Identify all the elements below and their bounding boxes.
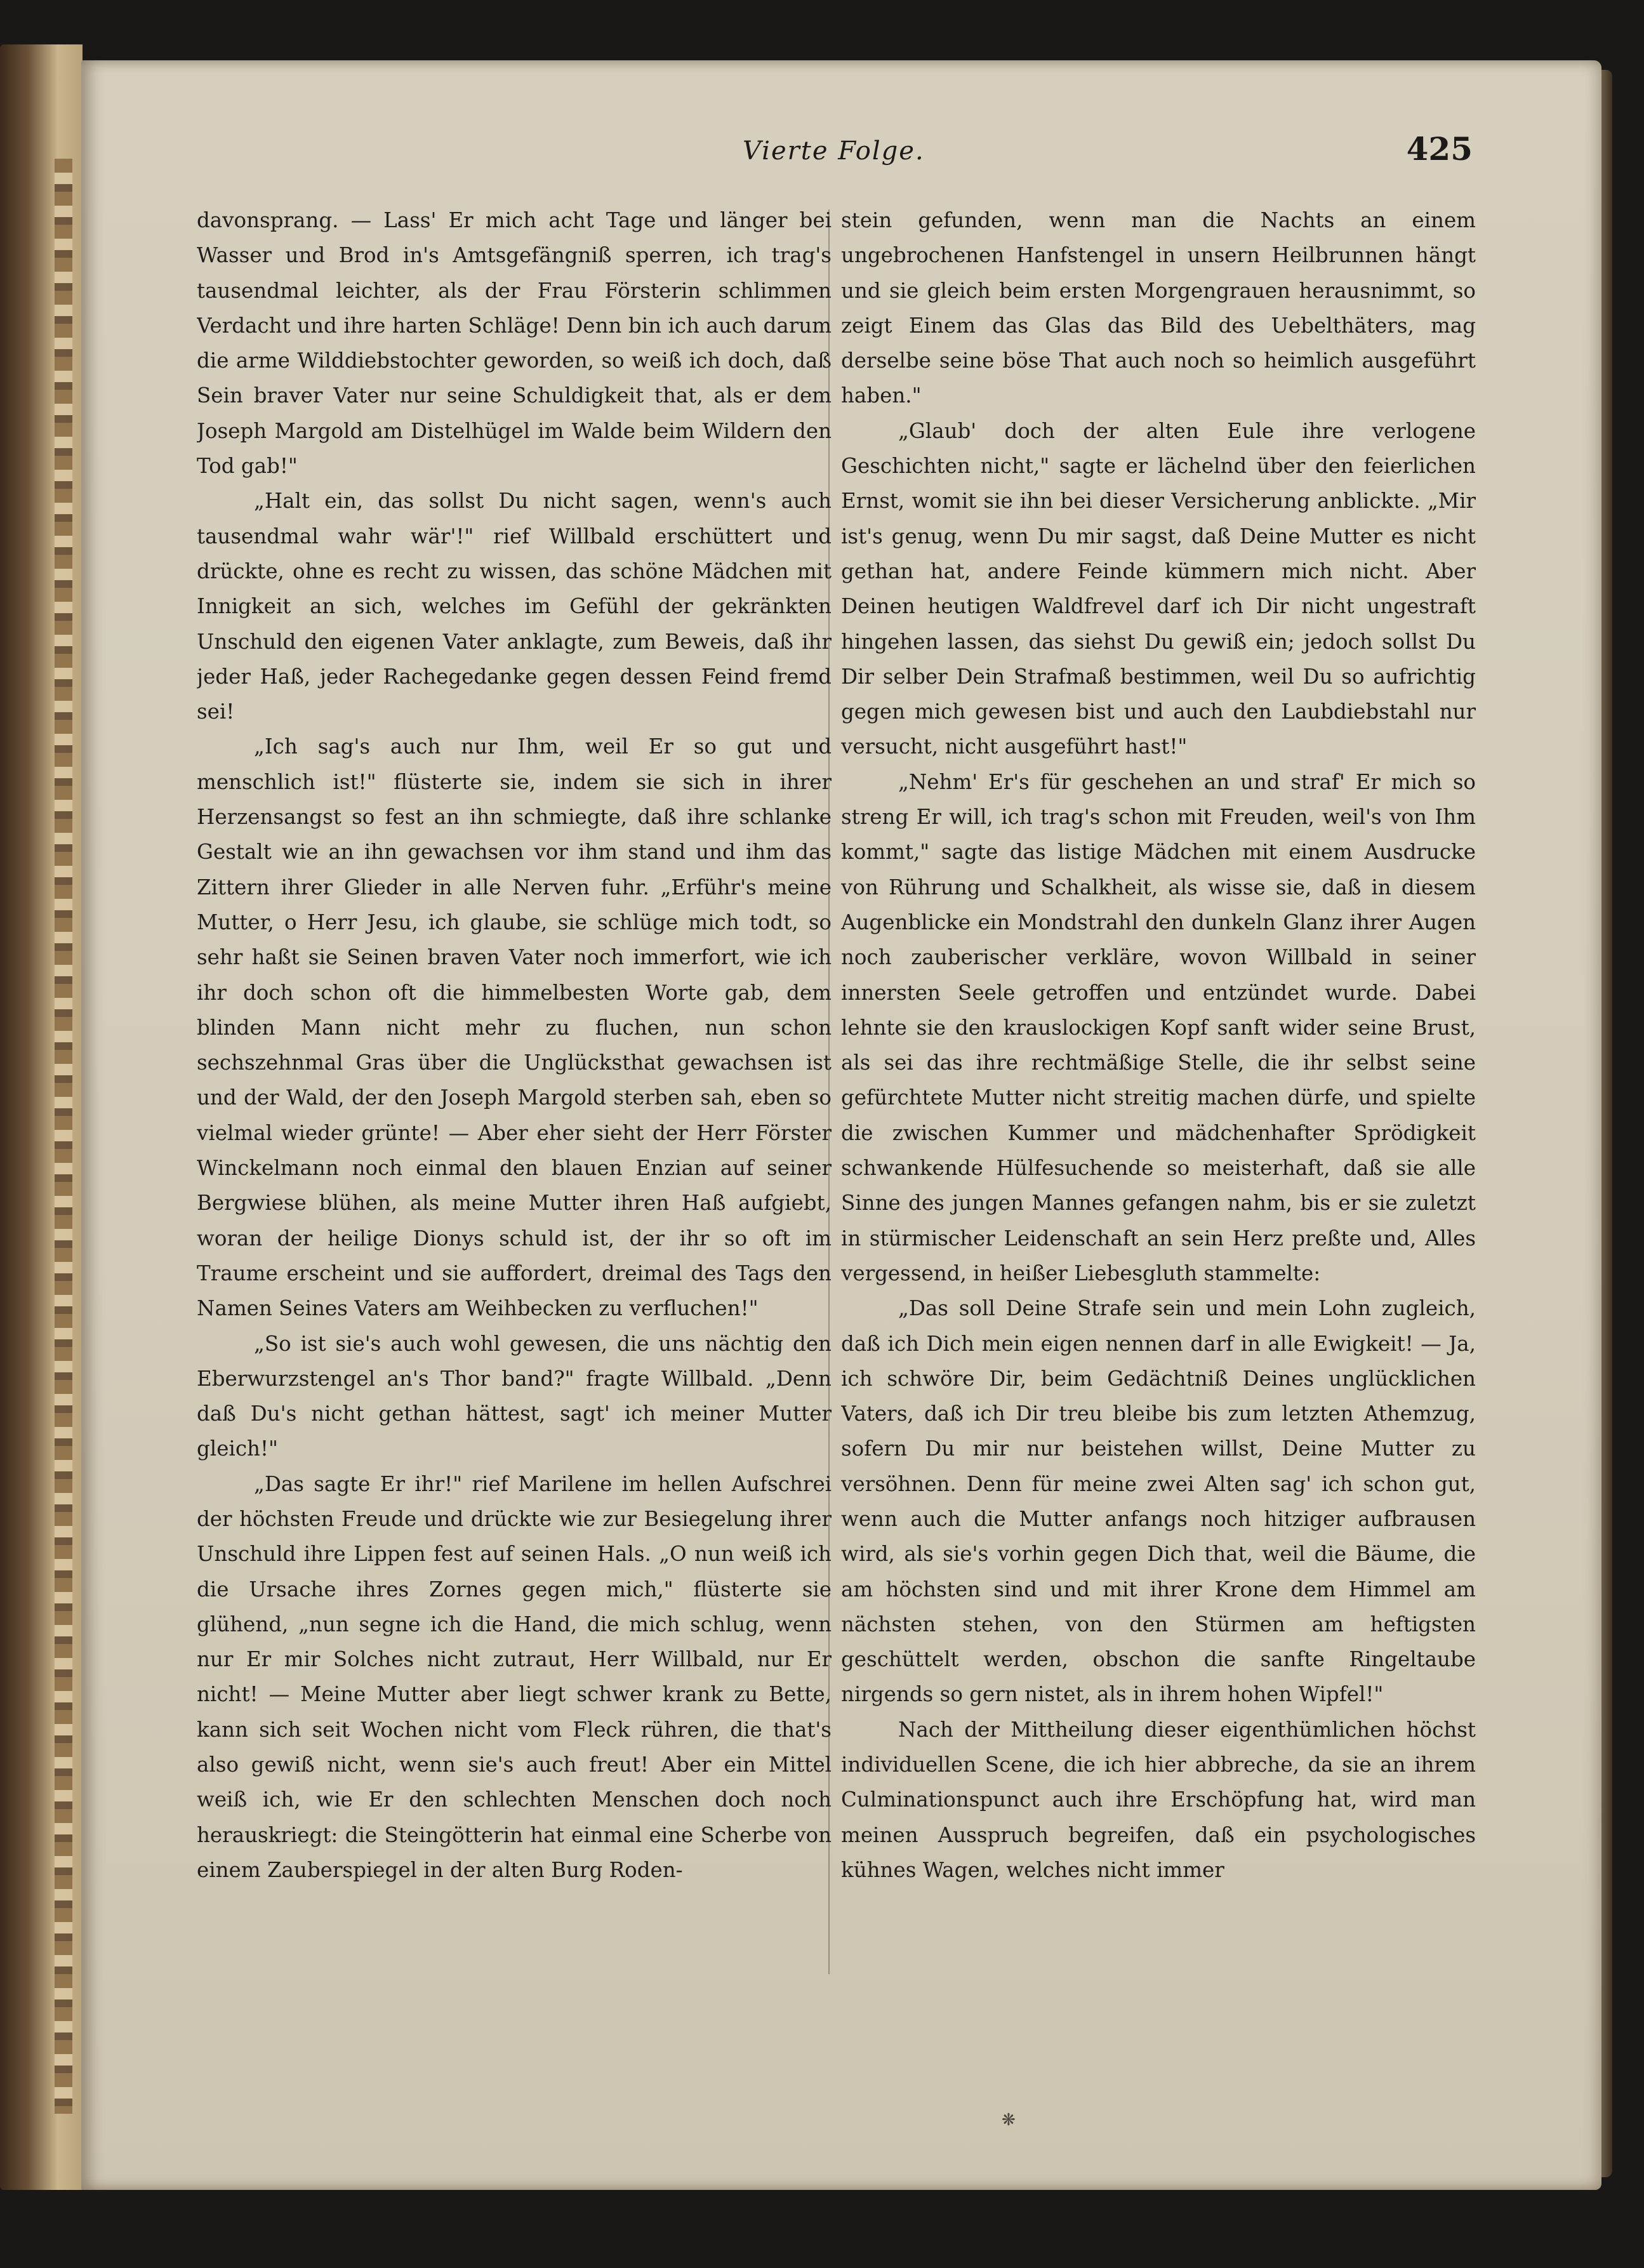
right-column [841,203,1476,2006]
paragraph: „Halt ein, das sollst Du nicht sagen, wenn's auch tausendmal wahr wär'!" rief Willbald erschüttert und drückte, ohne es recht zu wissen, das schöne Mädchen mit Innigkeit an sich, welches im Gefühl der gekränkten Unschuld den eigenen Vater anklagte, zum Beweis, daß ihr jeder Haß, jeder Rachegedanke gegen dessen Feind fremd sei! [197,489,832,724]
column-divider [828,209,830,1974]
running-title: Vierte Folge. [743,136,925,166]
page-header [743,130,1473,175]
paragraph: davonsprang. — Lass' Er mich acht Tage und länger bei Wasser und Brod in's Amtsgefängniß sperren, ich trag's tausendmal leichter, als der Frau Försterin schlimmen Verdacht und ihre harten Schläge! Denn bin ich auch darum die arme Wilddiebstochter geworden, so weiß ich doch, daß Sein braver Vater nur seine Schuldigkeit that, als er dem Joseph Margold am Distelhügel im Walde beim Wildern den Tod gab!" [197,208,832,479]
ink-mark: ❋ [1002,2111,1016,2130]
paragraph: „Das sagte Er ihr!" rief Marilene im hellen Aufschrei der höchsten Freude und drückte wie zur Besiegelung ihrer Unschuld ihre Lippen fest auf seinen Hals. „O nun weiß ich die Ursache ihres Zornes gegen mich," flüsterte sie glühend, „nun segne ich die Hand, die mich schlug, wenn nur Er mir Solches nicht zutraut, Herr Willbald, nur Er nicht! — Meine Mutter aber liegt schwer krank zu Bette, kann sich seit Wochen nicht vom Fleck rühren, die that's also gewiß nicht, wenn sie's auch freut! Aber ein Mittel weiß ich, wie Er den schlechten Menschen doch noch herauskriegt: die Steingötterin hat einmal eine Scherbe von einem Zauberspiegel in der alten Burg Roden- [197,1471,832,1882]
paragraph: „So ist sie's auch wohl gewesen, die uns nächtig den Eberwurzstengel an's Thor band?" fragte Willbald. „Denn daß Du's nicht gethan hättest, sagt' ich meiner Mutter gleich!" [197,1331,832,1461]
paragraph: Nach der Mittheilung dieser eigenthümlichen höchst individuellen Scene, die ich hier abbreche, da sie an ihrem Culminationspunct auch ihre Erschöpfung hat, wird man meinen Ausspruch begreifen, daß ein psychologisches kühnes Wagen, welches nicht immer [841,1717,1476,1882]
paragraph: stein gefunden, wenn man die Nachts an einem ungebrochenen Hanfstengel in unsern Heilbrunnen hängt und sie gleich beim ersten Morgengrauen herausnimmt, so zeigt Einem das Glas das Bild des Uebelthäters, mag derselbe seine böse That auch noch so heimlich ausgeführt haben." [841,208,1476,408]
left-column [197,203,832,2006]
paragraph: „Nehm' Er's für geschehen an und straf' Er mich so streng Er will, ich trag's schon mit Freuden, weil's von Ihm kommt," sagte das listige Mädchen mit einem Ausdrucke von Rührung und Schalkheit, als wisse sie, daß in diesem Augenblicke ein Mondstrahl den dunkeln Glanz ihrer Augen noch zauberischer verkläre, wovon Willbald in seiner innersten Seele getroffen und entzündet wurde. Dabei lehnte sie den krauslockigen Kopf sanft wider seine Brust, als sei das ihre rechtmäßige Stelle, die ihr selbst seine gefürchtete Mutter nicht streitig machen dürfe, und spielte die zwischen Kummer und mädchenhafter Sprödigkeit schwankende Hülfesuchende so meisterhaft, daß sie alle Sinne des jungen Mannes gefangen nahm, bis er sie zuletzt in stürmischer Leidenschaft an sein Herz preßte und, Alles vergessend, in heißer Liebesgluth stammelte: [841,769,1476,1285]
paragraph: „Das soll Deine Strafe sein und mein Lohn zugleich, daß ich Dich mein eigen nennen darf in alle Ewigkeit! — Ja, ich schwöre Dir, beim Gedächtniß Deines unglücklichen Vaters, daß ich Dir treu bleibe bis zum letzten Athemzug, sofern Du mir nur beistehen willst, Deine Mutter zu versöhnen. Denn für meine zwei Alten sag' ich schon gut, wenn auch die Mutter anfangs noch hitziger aufbrausen wird, als sie's vorhin gegen Dich that, weil die Bäume, die am höchsten sind und mit ihrer Krone dem Himmel am nächsten stehen, von den Stürmen am heftigsten geschüttelt werden, obschon die sanfte Ringeltaube nirgends so gern nistet, als in ihrem hohen Wipfel!" [841,1296,1476,1707]
marbled-page-edge [55,159,72,2114]
page-number: 425 [1406,130,1473,168]
paragraph: „Ich sag's auch nur Ihm, weil Er so gut und menschlich ist!" flüsterte sie, indem sie sich in ihrer Herzensangst so fest an ihn schmiegte, daß ihre schlanke Gestalt wie an ihn gewachsen vor ihm stand und ihm das Zittern ihrer Glieder in alle Nerven fuhr. „Erführ's meine Mutter, o Herr Jesu, ich glaube, sie schlüge mich todt, so sehr haßt sie Seinen braven Vater noch immerfort, wie ich ihr doch schon oft die himmelbesten Worte gab, dem blinden Mann nicht mehr zu fluchen, nun schon sechszehnmal Gras über die Unglücksthat gewachsen ist und der Wald, der den Joseph Margold sterben sah, eben so vielmal wieder grünte! — Aber eher sieht der Herr Förster Winckelmann noch einmal den blauen Enzian auf seiner Bergwiese blühen, als meine Mutter ihren Haß aufgiebt, woran der heilige Dionys schuld ist, der ihr so oft im Traume erscheint und sie auffordert, dreimal des Tags den Namen Seines Vaters am Weihbecken zu verfluchen!" [197,734,832,1321]
paragraph: „Glaub' doch der alten Eule ihre verlogene Geschichten nicht," sagte er lächelnd über den feierlichen Ernst, womit sie ihn bei dieser Versicherung anblickte. „Mir ist's genug, wenn Du mir sagst, daß Deine Mutter es nicht gethan hat, andere Feinde kümmern mich nicht. Aber Deinen heutigen Waldfrevel darf ich Dir nicht ungestraft hingehen lassen, das siehst Du gewiß ein; jedoch sollst Du Dir selber Dein Strafmaß bestimmen, weil Du so aufrichtig gegen mich gewesen bist und auch den Laubdiebstahl nur versucht, nicht ausgeführt hast!" [841,418,1476,759]
